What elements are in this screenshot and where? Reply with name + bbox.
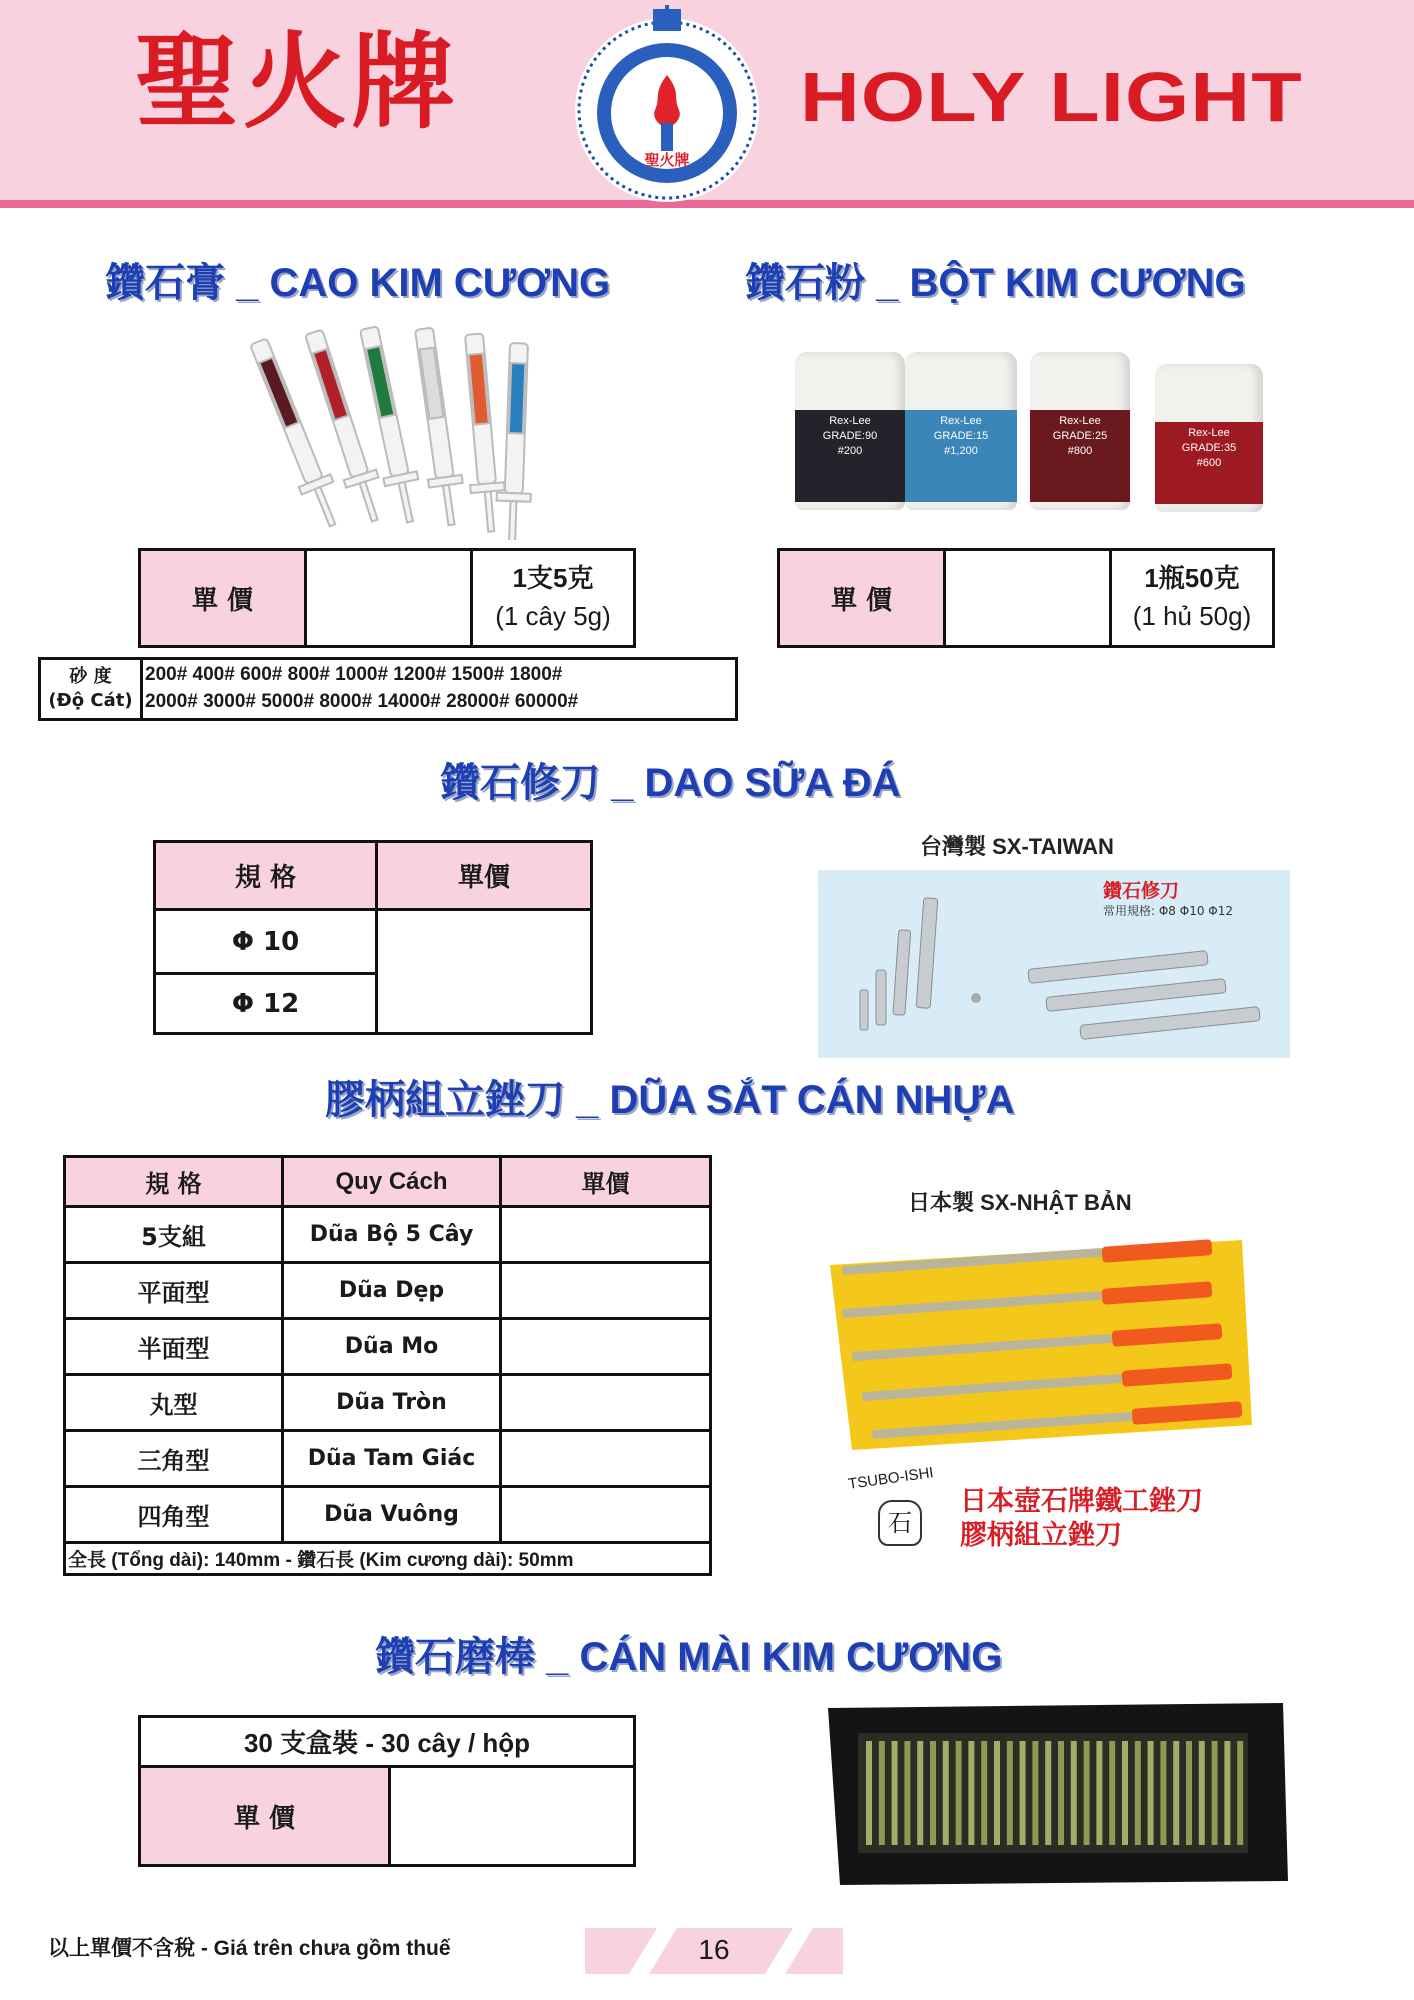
unit-cell <box>472 550 635 647</box>
diamond-bur <box>904 1741 910 1845</box>
diamond-bur <box>1135 1741 1141 1845</box>
diamond-bur <box>1045 1741 1051 1845</box>
spec-vn: Dũa Bộ 5 Cây <box>283 1207 501 1263</box>
needle-files-image <box>822 1225 1254 1460</box>
price-label: 單 價 <box>140 1767 390 1866</box>
header-price: 單價 <box>501 1157 711 1207</box>
brand-name-english: HOLY LIGHT <box>800 58 1303 136</box>
grit-label-cn: 砂 度 <box>69 665 112 687</box>
diamond-bur <box>1122 1741 1128 1845</box>
jar-label <box>905 410 1017 502</box>
spec-cn: 平面型 <box>65 1263 283 1319</box>
price-value-cell <box>945 550 1111 647</box>
jar-grit: #600 <box>1196 456 1222 469</box>
tsubo-ishi-text: TSUBO-ISHI <box>847 1464 935 1493</box>
diamond-bur <box>1058 1741 1064 1845</box>
grit-line-1: 200# 400# 600# 800# 1000# 1200# 1500# 1800# <box>145 664 563 686</box>
powder-jar <box>1155 364 1263 512</box>
jar-brand: Rex-Lee <box>1188 427 1230 439</box>
spec-cn: 四角型 <box>65 1487 283 1543</box>
jar-grade: GRADE:15 <box>933 429 989 442</box>
diamond-bur <box>1199 1741 1205 1845</box>
section-title-diamond-paste: 鑽石膏 _ CAO KIM CƯƠNG <box>105 261 611 305</box>
jar-grit: #1,200 <box>944 444 978 457</box>
spec-vn: Dũa Tam Giác <box>283 1431 501 1487</box>
spec-vn: Dũa Mo <box>283 1319 501 1375</box>
diamond-powder-jars-image <box>790 352 1275 512</box>
spec-vn: Dũa Vuông <box>283 1487 501 1543</box>
diamond-bur <box>1007 1741 1013 1845</box>
section-title-diamond-powder: 鑽石粉 _ BỘT KIM CƯƠNG <box>745 261 1246 305</box>
price-cell <box>501 1263 711 1319</box>
section-title-diamond-burs: 鑽石磨棒 _ CÁN MÀI KIM CƯƠNG <box>375 1635 1003 1679</box>
price-cell <box>501 1375 711 1431</box>
unit-cell <box>1111 550 1274 647</box>
price-label: 單 價 <box>140 550 306 647</box>
unit-line-cn: 1瓶50克 <box>1144 563 1240 594</box>
header-spec: 規 格 <box>155 842 377 910</box>
photo-sublabel: 常用規格: Φ8 Φ10 Φ12 <box>1103 904 1233 918</box>
price-cell <box>501 1319 711 1375</box>
diamond-bur <box>1096 1741 1102 1845</box>
price-value-cell <box>306 550 472 647</box>
diamond-dresser-image <box>818 870 1290 1058</box>
spec-cn: 丸型 <box>65 1375 283 1431</box>
diamond-bur <box>892 1741 898 1845</box>
grit-label-vn: (Độ Cát) <box>48 690 133 711</box>
spec-cn: 三角型 <box>65 1431 283 1487</box>
price-label: 單 價 <box>779 550 945 647</box>
diamond-bur <box>981 1741 987 1845</box>
diamond-bur <box>968 1741 974 1845</box>
photo-label: 鑽石修刀 <box>1103 880 1180 902</box>
diamond-bur <box>866 1741 872 1845</box>
brand-name-chinese: 聖火牌 <box>135 20 460 143</box>
diamond-paste-syringes-image <box>220 325 550 540</box>
diamond-bur <box>1237 1741 1243 1845</box>
header-spec: 規 格 <box>65 1157 283 1207</box>
grit-table <box>38 657 738 721</box>
diamond-bur <box>917 1741 923 1845</box>
origin-taiwan: 台灣製 SX-TAIWAN <box>920 834 1114 859</box>
diamond-bur <box>1224 1741 1230 1845</box>
spec-row-1: Φ 10 <box>155 910 377 974</box>
diamond-bur <box>1084 1741 1090 1845</box>
diamond-bur <box>1020 1741 1026 1845</box>
diamond-bur <box>1071 1741 1077 1845</box>
brand-logo <box>565 5 770 205</box>
caption-line-1: 日本壺石牌鐵工銼刀 <box>960 1486 1203 1517</box>
diamond-bur <box>1148 1741 1154 1845</box>
diamond-bur <box>1212 1741 1218 1845</box>
spec-cn: 5支組 <box>65 1207 283 1263</box>
spec-vn: Dũa Dẹp <box>283 1263 501 1319</box>
paste-price-table <box>138 548 636 648</box>
dresser-table <box>153 840 593 1035</box>
files-table <box>63 1155 712 1576</box>
tsubo-ishi-logo: 石 <box>878 1500 922 1546</box>
unit-line-vn: (1 cây 5g) <box>495 601 611 631</box>
spec-row-2: Φ 12 <box>155 974 377 1034</box>
pack-cell: 30 支盒裝 - 30 cây / hộp <box>140 1717 635 1767</box>
diamond-burs-box-image <box>828 1703 1288 1885</box>
diamond-bur <box>1173 1741 1179 1845</box>
diamond-bur <box>994 1741 1000 1845</box>
jar-grit: #800 <box>1067 444 1093 457</box>
price-cell <box>501 1487 711 1543</box>
logo-text: 聖火牌 <box>644 151 690 169</box>
origin-japan: 日本製 SX-NHẬT BẢN <box>908 1190 1132 1215</box>
price-cell <box>501 1431 711 1487</box>
section-title-needle-files: 膠柄組立銼刀 _ DŨA SẮT CÁN NHỰA <box>325 1078 1015 1122</box>
diamond-bur <box>879 1741 885 1845</box>
diamond-bur <box>1186 1741 1192 1845</box>
jar-label <box>1155 422 1263 504</box>
price-value-cell <box>390 1767 635 1866</box>
tsubo-ishi-caption <box>960 1485 1203 1553</box>
spec-cn: 半面型 <box>65 1319 283 1375</box>
unit-line-cn: 1支5克 <box>512 563 594 594</box>
powder-jar <box>905 352 1017 510</box>
jar-brand: Rex-Lee <box>829 415 871 427</box>
diamond-bur <box>1109 1741 1115 1845</box>
grit-values-cell <box>142 659 737 720</box>
burs-table <box>138 1715 636 1867</box>
section-title-diamond-dresser: 鑽石修刀 _ DAO SỮA ĐÁ <box>440 761 901 805</box>
jar-grade: GRADE:90 <box>822 429 878 442</box>
grit-label-cell <box>40 659 142 720</box>
jar-label <box>1030 410 1130 502</box>
jar-grade: GRADE:25 <box>1052 429 1108 442</box>
price-cell <box>501 1207 711 1263</box>
diamond-bur <box>943 1741 949 1845</box>
diamond-bur <box>1160 1741 1166 1845</box>
caption-line-2: 膠柄組立銼刀 <box>960 1519 1122 1551</box>
files-length-note: 全長 (Tổng dài): 140mm - 鑽石長 (Kim cương dài): 50mm <box>65 1543 711 1575</box>
price-value-cell <box>377 910 592 1034</box>
diamond-bur <box>930 1741 936 1845</box>
powder-price-table <box>777 548 1275 648</box>
jar-label <box>795 410 905 502</box>
spec-vn: Dũa Tròn <box>283 1375 501 1431</box>
grit-line-2: 2000# 3000# 5000# 8000# 14000# 28000# 60000# <box>145 691 579 712</box>
powder-jar <box>795 352 905 510</box>
jar-grade: GRADE:35 <box>1181 441 1237 454</box>
diamond-bur <box>1032 1741 1038 1845</box>
powder-jar <box>1030 352 1130 510</box>
unit-line-vn: (1 hủ 50g) <box>1132 601 1252 631</box>
jar-brand: Rex-Lee <box>940 415 982 427</box>
header-price: 單價 <box>377 842 592 910</box>
header-vn: Quy Cách <box>283 1157 501 1207</box>
diamond-bur <box>956 1741 962 1845</box>
footer-tax-note: 以上單價不含稅 - Giá trên chưa gồm thuế <box>48 1937 451 1960</box>
jar-grit: #200 <box>837 444 863 457</box>
page-number: 16 <box>698 1934 730 1965</box>
jar-brand: Rex-Lee <box>1059 415 1101 427</box>
